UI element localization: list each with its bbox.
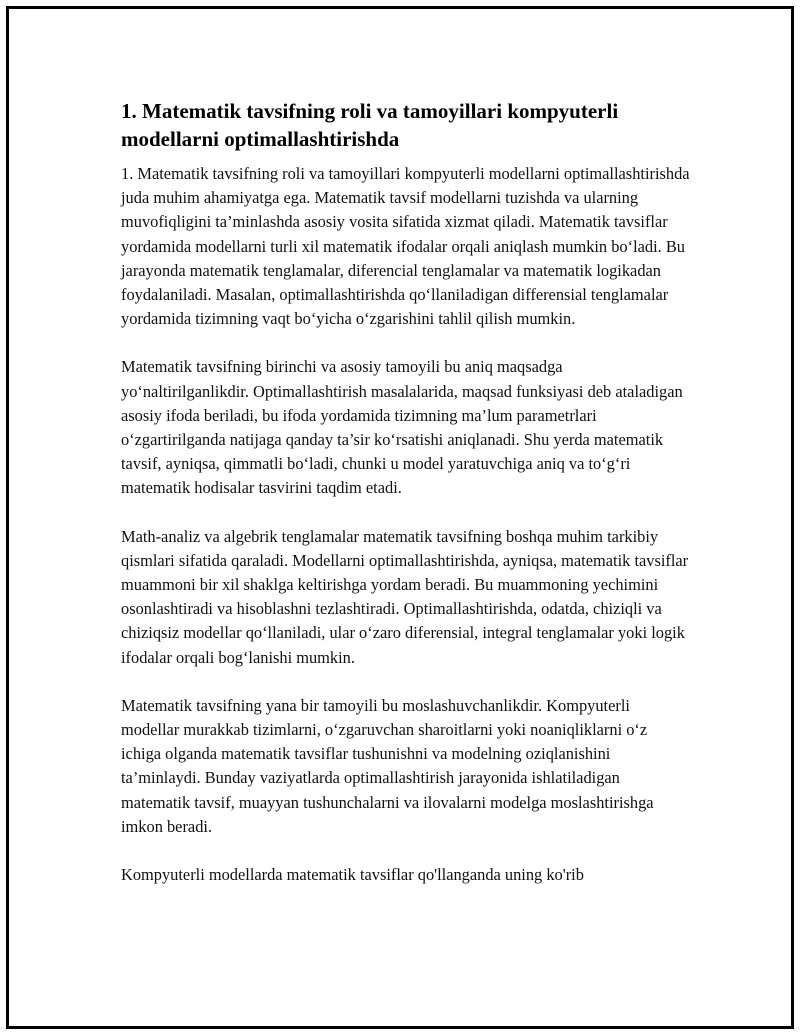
document-heading: 1. Matematik tavsifning roli va tamoyillari kompyuterli modellarni optimallashtirishda	[121, 99, 619, 151]
document-content	[121, 97, 691, 911]
document-page	[6, 6, 794, 1029]
paragraph-1: 1. Matematik tavsifning roli va tamoyillari kompyuterli modellarni optimallashtirishda juda muhim ahamiyatga ega. Matematik tavsif modellarni tuzishda va ularning muvofiqligini ta’minlashda asosiy vosita sifatida xizmat qiladi. Matematik tavsiflar yordamida modellarni turli xil matematik ifodalar orqali aniqlash mumkin bo‘ladi. Bu jarayonda matematik tenglamalar, diferencial tenglamalar va matematik logikadan foydalaniladi. Masalan, optimallashtirishda qo‘llaniladigan differensial tenglamalar yordamida tizimning vaqt bo‘yicha o‘zgarishini tahlil qilish mumkin.	[121, 164, 690, 329]
paragraph-5: Kompyuterli modellarda matematik tavsiflar qo'llanganda uning ko'rib	[121, 865, 584, 885]
paragraph-4: Matematik tavsifning yana bir tamoyili bu moslashuvchanlikdir. Kompyuterli modellar murakkab tizimlarni, o‘zgaruvchan sharoitlarni yoki noaniqliklarni o‘z ichiga olganda matematik tavsiflar tushunishni va modelning oziqlanishini ta’minlaydi. Bunday vaziyatlarda optimallashtirish jarayonida ishlatiladigan matematik tavsif, muayyan tushunchalarni va ilovalarni modelga moslashtirishga imkon beradi.	[121, 695, 654, 836]
paragraph-3: Math-analiz va algebrik tenglamalar matematik tavsifning boshqa muhim tarkibiy qismlari sifatida qaraladi. Modellarni optimallashtirishda, ayniqsa, matematik tavsiflar muammoni bir xil shaklga keltirishga yordam beradi. Bu muammoning yechimini osonlashtiradi va hisoblashni tezlashtiradi. Optimallashtirishda, odatda, chiziqli va chiziqsiz modellar qo‘llaniladi, ular o‘zaro diferensial, integral tenglamalar yoki logik ifodalar orqali bog‘lanishi mumkin.	[121, 526, 689, 667]
paragraph-2: Matematik tavsifning birinchi va asosiy tamoyili bu aniq maqsadga yo‘naltirilganlikdir. Optimallashtirish masalalarida, maqsad funksiyasi deb ataladigan asosiy ifoda beriladi, bu ifoda yordamida tizimning ma’lum parametrlari o‘zgartirilganda natijaga qanday ta’sir ko‘rsatishi aniqlanadi. Shu yerda matematik tavsif, ayniqsa, qimmatli bo‘ladi, chunki u model yaratuvchiga aniq va to‘g‘ri matematik hodisalar tasvirini taqdim etadi.	[121, 357, 683, 498]
